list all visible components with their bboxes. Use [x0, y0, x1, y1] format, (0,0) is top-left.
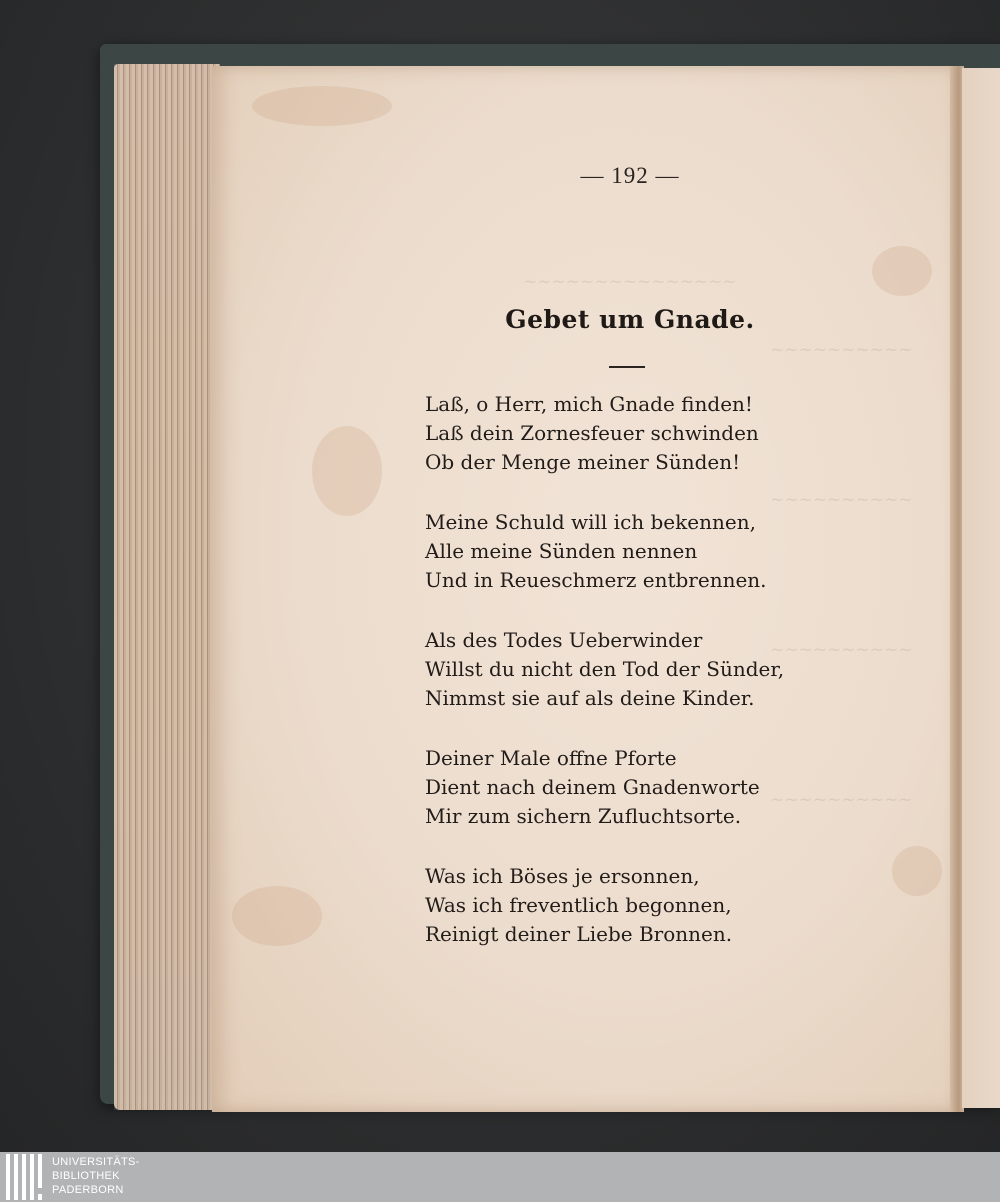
paper-stain: [892, 846, 942, 896]
bleed-through-text: ~~~~~~~~~~: [770, 340, 913, 360]
library-logo-text: [52, 1155, 140, 1197]
poem-line: Alle meine Sünden nennen: [425, 539, 698, 563]
poem-body: [425, 390, 845, 980]
bleed-through-text: ~~~~~~~~~~~~~~~: [523, 272, 737, 292]
bleed-through-text: ~~~~~~~~~~: [770, 640, 913, 660]
title-divider: [609, 366, 645, 368]
poem-title: Gebet um Gnade.: [505, 305, 755, 334]
poem-line: Laß, o Herr, mich Gnade finden!: [425, 392, 753, 416]
page-edges: [114, 64, 220, 1110]
bleed-through-text: ~~~~~~~~~~: [770, 790, 913, 810]
poem-line: Mir zum sichern Zufluchtsorte.: [425, 804, 742, 828]
poem-line: Deiner Male offne Pforte: [425, 746, 677, 770]
poem-line: Nimmst sie auf als deine Kinder.: [425, 686, 755, 710]
facing-page-edge: [962, 68, 1000, 1108]
bleed-through-text: ~~~~~~~~~~: [770, 490, 913, 510]
poem-line: Meine Schuld will ich bekennen,: [425, 510, 756, 534]
logo-line: UNIVERSITÄTS-: [52, 1156, 140, 1168]
poem-line: Was ich freventlich begonnen,: [425, 893, 732, 917]
stanza: [425, 390, 845, 477]
library-logo-icon: [6, 1154, 46, 1200]
logo-line: PADERBORN: [52, 1184, 124, 1196]
paper-stain: [252, 86, 392, 126]
poem-line: Laß dein Zornesfeuer schwinden: [425, 421, 759, 445]
poem-line: Ob der Menge meiner Sünden!: [425, 450, 741, 474]
stanza: [425, 862, 845, 949]
paper-stain: [232, 886, 322, 946]
stanza: [425, 626, 845, 713]
logo-line: BIBLIOTHEK: [52, 1170, 120, 1182]
poem-line: Als des Todes Ueberwinder: [425, 628, 703, 652]
page-number: — 192 —: [580, 163, 680, 188]
stanza: [425, 508, 845, 595]
paper-stain: [872, 246, 932, 296]
poem-line: Was ich Böses je ersonnen,: [425, 864, 700, 888]
footer-bar: [0, 1152, 1000, 1202]
poem-line: Und in Reueschmerz entbrennen.: [425, 568, 767, 592]
poem-line: Dient nach deinem Gnadenworte: [425, 775, 760, 799]
stanza: [425, 744, 845, 831]
paper-stain: [312, 426, 382, 516]
poem-line: Willst du nicht den Tod der Sünder,: [425, 657, 785, 681]
poem-line: Reinigt deiner Liebe Bronnen.: [425, 922, 733, 946]
